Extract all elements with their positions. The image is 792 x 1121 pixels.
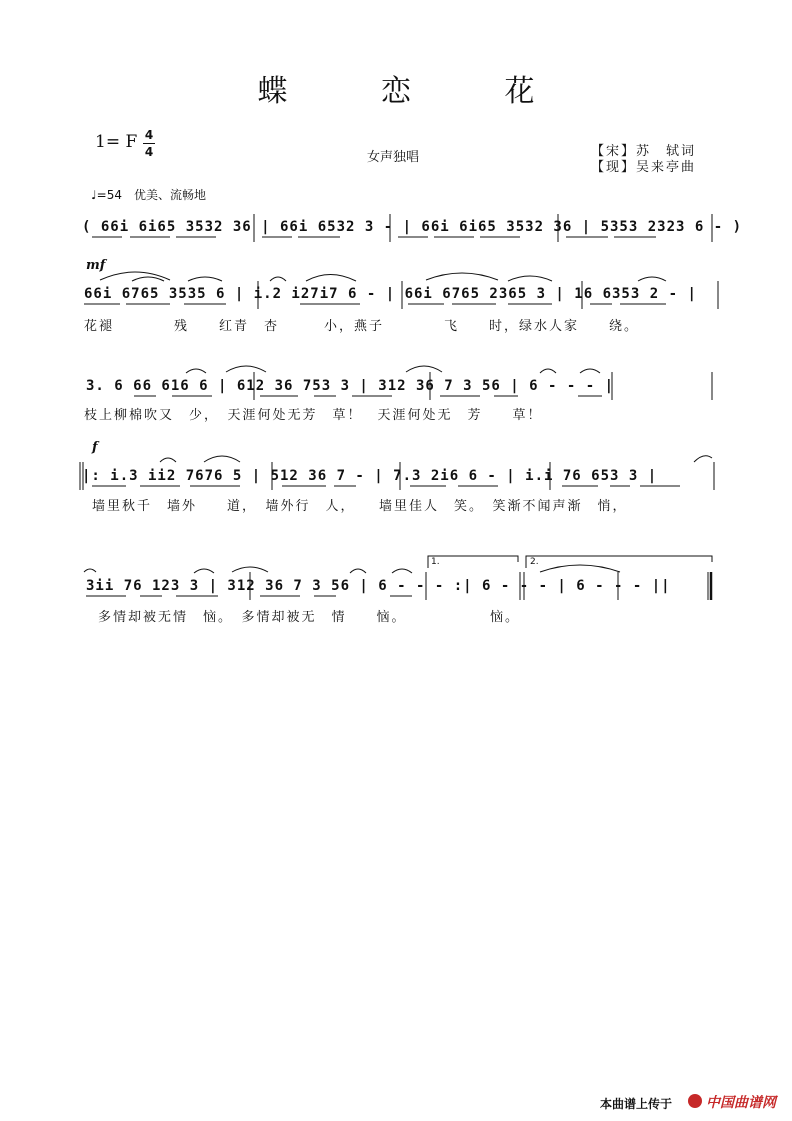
footer-uploaded-text: 本曲谱上传于 <box>600 1097 673 1111</box>
system-4-lyrics: 墙里秋千 墙外 道， 墙外行 人， 墙里佳人 笑。 笑渐不闻声渐 悄， <box>92 499 628 514</box>
system-5-notes: 3ii 76 123 3 | 312 36 7 3 56 | 6 - - - :| 6 - - - | 6 - - - || <box>86 578 671 594</box>
system-2-lyrics: 花褪 残 红青 杏 小，燕子 飞 时，绿水人家 绕。 <box>84 319 640 334</box>
system-3-notes: 3. 6 66 616 6 | 612 36 753 3 | 312 36 7 3 56 | 6 - - - | <box>86 378 615 394</box>
page-title: 蝶 恋 花 <box>257 74 577 109</box>
dynamic-mf: mf <box>86 258 106 273</box>
system-5-lyrics: 多情却被无情 恼。 多情却被无 情 恼。 恼。 <box>98 610 521 625</box>
key-signature: 1= F <box>95 132 138 152</box>
site-logo[interactable] <box>688 1092 786 1112</box>
lyricist-credit: 【宋】苏 轼词 <box>591 144 697 159</box>
volta-1-label: 1. <box>431 557 440 567</box>
site-logo-text: 中国曲谱网 <box>706 1095 776 1111</box>
composer-credit: 【现】吴来亭曲 <box>591 160 697 175</box>
time-signature-bottom: 4 <box>144 145 154 159</box>
time-signature-top: 4 <box>144 128 154 142</box>
system-4-notes: |: i.3 ii2 7676 5 | 512 36 7 - | 7.3 2i6 6 - | i.i 76 653 3 | <box>82 468 658 484</box>
tempo-marking: ♩=54 优美、流畅地 <box>91 188 206 202</box>
system-2-notes: 66i 6765 3535 6 | i.2 i27i7 6 - | 66i 6765 2365 3 | 16 6353 2 - | <box>84 286 697 302</box>
volta-2-label: 2. <box>530 557 539 567</box>
system-1-notes: ( 66i 6i65 3532 36 | 66i 6532 3 - | 66i 6i65 3532 36 | 5353 2323 6 - ) <box>82 219 743 235</box>
site-logo-icon <box>688 1094 702 1108</box>
performance-note: 女声独唱 <box>367 150 420 165</box>
dynamic-f: f <box>92 440 98 455</box>
system-3-lyrics: 枝上柳棉吹又 少， 天涯何处无芳 草！ 天涯何处无 芳 草！ <box>84 408 543 423</box>
